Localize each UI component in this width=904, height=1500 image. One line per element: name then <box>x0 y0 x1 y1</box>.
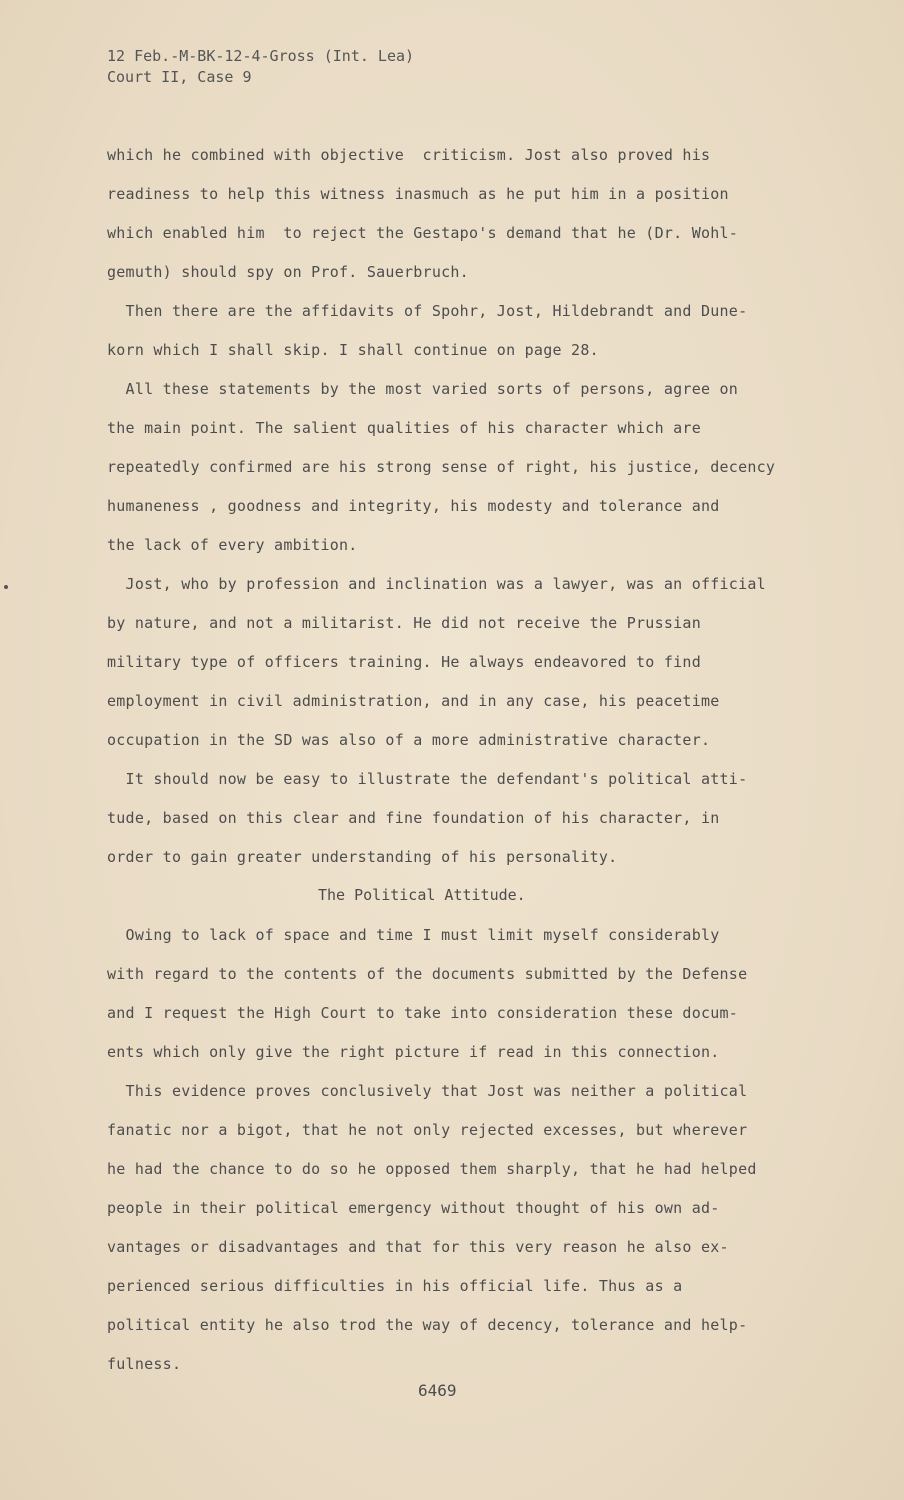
body-line: which he combined with objective criticism. Jost also proved his <box>107 146 711 164</box>
body-line: ents which only give the right picture if read in this connection. <box>107 1043 720 1061</box>
body-line: political entity he also trod the way of decency, tolerance and help- <box>107 1316 748 1334</box>
body-line: Then there are the affidavits of Spohr, Jost, Hildebrandt and Dune- <box>107 302 748 320</box>
body-line: Jost, who by profession and inclination was a lawyer, was an official <box>107 575 766 593</box>
body-line: and I request the High Court to take into consideration these docum- <box>107 1004 739 1022</box>
body-line: It should now be easy to illustrate the defendant's political atti- <box>107 770 748 788</box>
document-header <box>107 46 414 88</box>
body-line: This evidence proves conclusively that Jost was neither a political <box>107 1082 748 1100</box>
body-line: by nature, and not a militarist. He did not receive the Prussian <box>107 614 701 632</box>
body-line: fulness. <box>107 1355 182 1373</box>
body-line: employment in civil administration, and in any case, his peacetime <box>107 692 720 710</box>
body-line: with regard to the contents of the documents submitted by the Defense <box>107 965 748 983</box>
body-line: readiness to help this witness inasmuch as he put him in a position <box>107 185 729 203</box>
body-line: the lack of every ambition. <box>107 536 358 554</box>
header-line-1: 12 Feb.-M-BK-12-4-Gross (Int. Lea) <box>107 47 415 65</box>
body-line: occupation in the SD was also of a more administrative character. <box>107 731 711 749</box>
body-line: which enabled him to reject the Gestapo's demand that he (Dr. Wohl- <box>107 224 739 242</box>
body-line: humaneness , goodness and integrity, his modesty and tolerance and <box>107 497 720 515</box>
body-line: fanatic nor a bigot, that he not only rejected excesses, but wherever <box>107 1121 748 1139</box>
page-number: 6469 <box>418 1381 457 1400</box>
section-heading: The Political Attitude. <box>318 886 526 904</box>
body-line: vantages or disadvantages and that for this very reason he also ex- <box>107 1238 729 1256</box>
body-line: tude, based on this clear and fine foundation of his character, in <box>107 809 720 827</box>
margin-mark <box>4 585 8 589</box>
body-line: military type of officers training. He always endeavored to find <box>107 653 701 671</box>
body-line: korn which I shall skip. I shall continue on page 28. <box>107 341 599 359</box>
header-line-2: Court II, Case 9 <box>107 68 252 86</box>
body-line: All these statements by the most varied sorts of persons, agree on <box>107 380 739 398</box>
body-line: the main point. The salient qualities of his character which are <box>107 419 701 437</box>
body-line: people in their political emergency without thought of his own ad- <box>107 1199 720 1217</box>
body-line: perienced serious difficulties in his official life. Thus as a <box>107 1277 683 1295</box>
body-line: he had the chance to do so he opposed them sharply, that he had helped <box>107 1160 757 1178</box>
body-line: gemuth) should spy on Prof. Sauerbruch. <box>107 263 469 281</box>
body-line: order to gain greater understanding of his personality. <box>107 848 618 866</box>
body-line: repeatedly confirmed are his strong sense of right, his justice, decency <box>107 458 776 476</box>
body-line: Owing to lack of space and time I must limit myself considerably <box>107 926 720 944</box>
